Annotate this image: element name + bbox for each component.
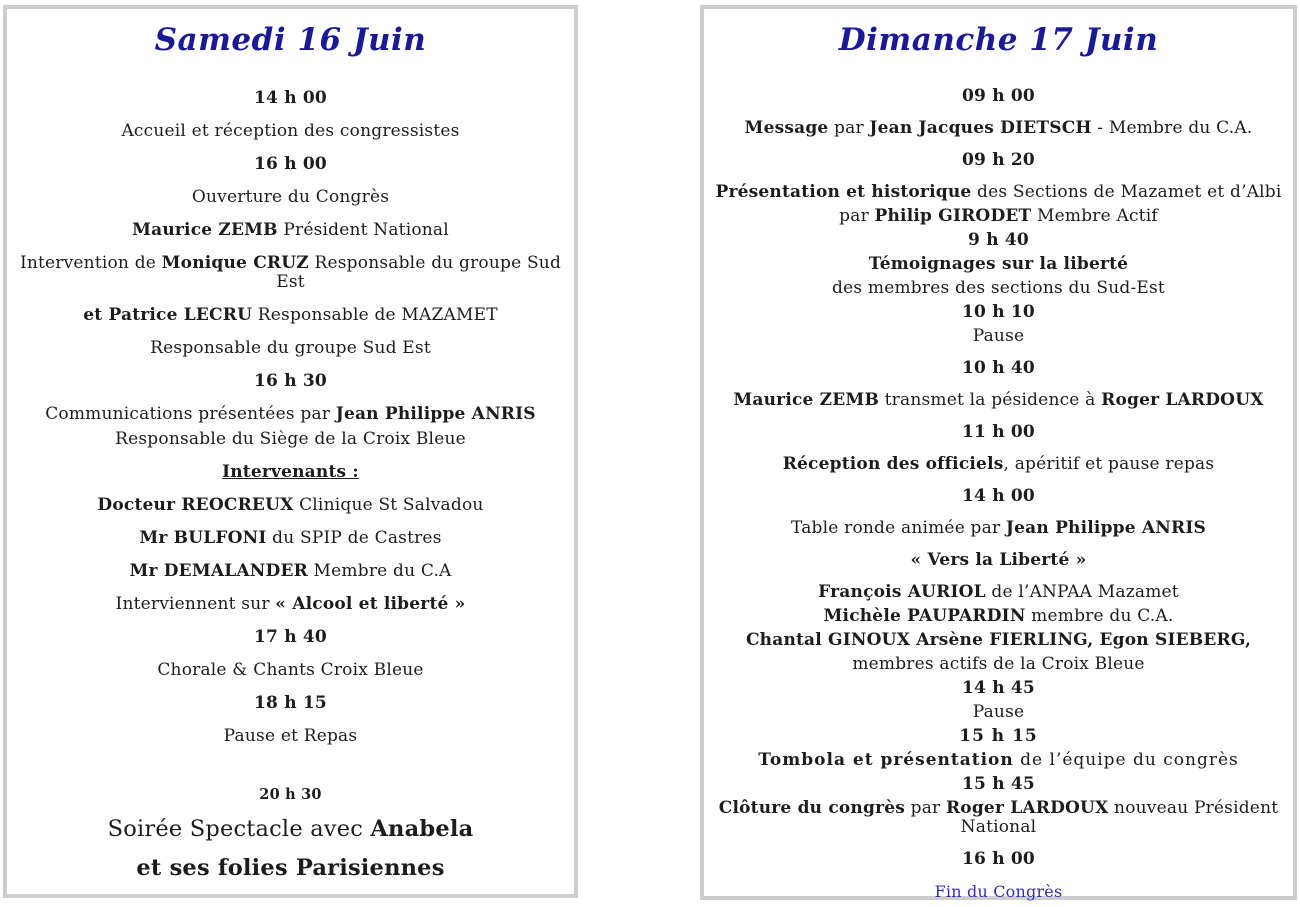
page-title-sunday: Dimanche 17 Juin [838,22,1159,58]
text-segment: Membre du C.A [307,561,452,581]
time-line [704,359,1293,378]
schedule-line [704,751,1293,770]
text-segment: Message [744,118,829,138]
schedule-line [7,339,574,358]
schedule-saturday [7,89,574,881]
text-segment: Clôture du congrès [718,798,906,818]
text-segment: Soirée Spectacle avec [107,816,371,842]
time-line [7,89,574,108]
text-segment: 16 h 30 [254,371,327,391]
page-title-saturday: Samedi 16 Juin [154,22,427,58]
text-segment: nouveau Président National [960,798,1279,837]
schedule-line [704,882,1293,901]
text-segment: Communications présentées par [45,404,336,424]
schedule-line [704,207,1293,226]
text-segment: des membres des sections du Sud-Est [832,278,1165,298]
text-segment: Philip GIRODET [874,206,1032,226]
text-segment: 10 h 40 [962,358,1035,378]
text-segment: 09 h 20 [962,150,1035,170]
time-line [704,87,1293,106]
schedule-line [704,391,1293,410]
text-segment: 9 h 40 [968,230,1029,250]
text-segment: Maurice ZEMB [733,390,880,410]
text-segment: 11 h 00 [962,422,1035,442]
time-line [7,786,574,803]
text-segment: 15 h 15 [959,726,1038,746]
text-segment: Responsable du groupe Sud Est [150,338,431,358]
text-segment: Michèle PAUPARDIN [823,606,1026,626]
text-segment: transmet la pésidence à [879,390,1102,410]
text-segment: François AURIOL [818,582,986,602]
panel-saturday [3,5,578,898]
time-line [704,850,1293,869]
schedule-line [704,703,1293,722]
time-line [704,679,1293,698]
time-line [704,423,1293,442]
schedule-line [704,183,1293,202]
text-segment: Roger LARDOUX [1101,390,1264,410]
schedule-line [704,279,1293,298]
text-segment: 18 h 15 [254,693,327,713]
text-segment: de l’ANPAA Mazamet [985,582,1179,602]
text-segment: Chantal GINOUX Arsène FIERLING, Egon SIEBERG, [745,630,1252,650]
text-segment: Table ronde animée par [791,518,1006,538]
text-segment: Jean Philippe ANRIS [335,404,536,424]
text-segment: Témoignages sur la liberté [868,254,1129,274]
text-segment: - Membre du C.A. [1091,118,1253,138]
text-segment: Responsable du Siège de la Croix Bleue [115,429,466,449]
text-segment: Intervenants : [222,462,359,482]
text-segment: Accueil et réception des congressistes [121,121,460,141]
schedule-line [7,529,574,548]
schedule-sunday [704,87,1293,901]
schedule-line [7,188,574,207]
text-segment: 09 h 00 [962,86,1035,106]
text-segment: 16 h 00 [254,154,327,174]
text-segment: 10 h 10 [962,302,1035,322]
schedule-line [704,631,1293,650]
panel-sunday [700,5,1297,900]
text-segment: Président National [277,220,449,240]
time-line [7,372,574,391]
schedule-line [704,327,1293,346]
text-segment: des Sections de Mazamet et d’Albi [971,182,1282,202]
text-segment: par [839,206,875,226]
text-segment: Responsable de MAZAMET [252,305,498,325]
text-segment: Jean Philippe ANRIS [1005,518,1206,538]
text-segment: membres actifs de la Croix Bleue [852,654,1145,674]
text-segment: membre du C.A. [1025,606,1174,626]
schedule-line [704,551,1293,570]
text-segment: 14 h 00 [962,486,1035,506]
schedule-line [704,455,1293,474]
schedule-line [7,595,574,614]
text-segment: de l’équipe du congrès [1013,750,1239,770]
text-segment: Interviennent sur [115,594,276,614]
time-line [7,628,574,647]
text-segment: 14 h 00 [254,88,327,108]
schedule-line [7,496,574,515]
schedule-line [7,727,574,746]
text-segment: Intervention de [19,253,162,273]
text-segment: Pause et Repas [223,726,358,746]
text-segment: Clinique St Salvadou [293,495,484,515]
text-segment: et ses folies Parisiennes [136,855,445,881]
text-segment: Présentation et historique [715,182,972,202]
schedule-line [7,254,574,292]
text-segment: Maurice ZEMB [132,220,278,240]
schedule-line [7,405,574,424]
schedule-line [7,817,574,842]
schedule-line [7,221,574,240]
schedule-line [704,583,1293,602]
schedule-line [7,463,574,482]
text-segment: Docteur REOCREUX [97,495,294,515]
text-segment: Responsable du groupe Sud Est [276,253,562,292]
time-line [704,727,1293,746]
schedule-line [704,607,1293,626]
text-segment: « Alcool et liberté » [275,594,466,614]
text-segment: 20 h 30 [259,786,322,803]
text-segment: 14 h 45 [962,678,1035,698]
text-segment: Réception des officiels [782,454,1004,474]
text-segment: Membre Actif [1031,206,1158,226]
text-segment: Pause [972,326,1025,346]
schedule-line [7,856,574,881]
text-segment: Chorale & Chants Croix Bleue [157,660,424,680]
text-segment: Roger LARDOUX [945,798,1109,818]
text-segment: Monique CRUZ [161,253,309,273]
time-line [704,487,1293,506]
text-segment: 17 h 40 [254,627,327,647]
schedule-line [7,430,574,449]
text-segment: par [905,798,946,818]
schedule-line [704,655,1293,674]
schedule-line [7,122,574,141]
text-segment: , apéritif et pause repas [1003,454,1215,474]
time-line [7,155,574,174]
text-segment: par [828,118,870,138]
text-segment: Pause [972,702,1025,722]
text-segment: Ouverture du Congrès [191,187,390,207]
schedule-line [704,519,1293,538]
text-segment: Jean Jacques DIETSCH [869,118,1092,138]
time-line [7,694,574,713]
text-segment: « Vers la Liberté » [910,550,1087,570]
time-line [704,151,1293,170]
text-segment: Tombola et présentation [758,750,1014,770]
text-segment: Mr DEMALANDER [129,561,308,581]
text-segment: Anabela [370,816,474,842]
schedule-line [7,306,574,325]
schedule-line [7,661,574,680]
text-segment: et Patrice LECRU [83,305,253,325]
time-line [704,303,1293,322]
schedule-line [704,799,1293,837]
text-segment: Fin du Congrès [934,882,1063,901]
schedule-line [704,119,1293,138]
schedule-line [704,255,1293,274]
schedule-line [7,562,574,581]
time-line [704,231,1293,250]
text-segment: du SPIP de Castres [266,528,442,548]
text-segment: Mr BULFONI [139,528,267,548]
text-segment: 15 h 45 [962,774,1035,794]
time-line [704,775,1293,794]
text-segment: 16 h 00 [962,849,1035,869]
